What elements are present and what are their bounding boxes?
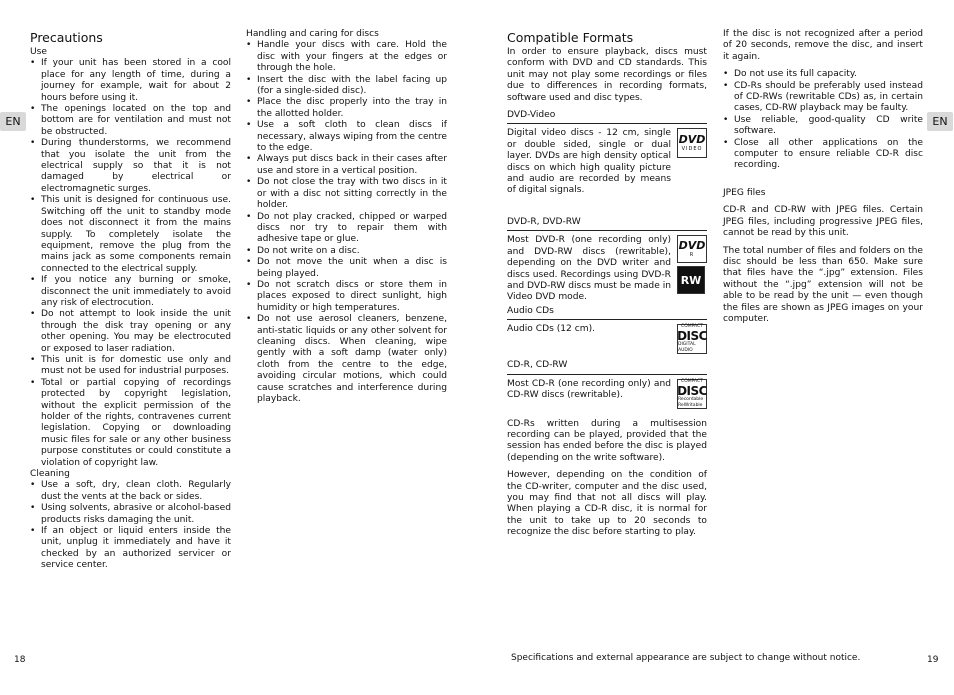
handling-heading: Handling and caring for discs (246, 29, 379, 39)
cd-r-rw-text: Most CD-R (one recording only) and CD-RW discs (rewritable). (507, 378, 671, 400)
handling-list (246, 40, 447, 405)
cd-r-rw-row (507, 379, 707, 409)
list-item: • Do not use aerosol cleaners, benzene, anti-static liquids or any other solvent for cleaning discs. When cleaning, wipe gently with a soft damp (water only) cloth from the centre to the edge, avoiding circular motions, which could cause scratches and interference during playback. (246, 314, 447, 405)
logo-text: DVD (678, 239, 706, 253)
list-item: • Do not close the tray with two discs in it or with a disc not sitting correctly in the holder. (246, 177, 447, 211)
logo-text: COMPACT (681, 378, 703, 384)
list-item: • If your unit has been stored in a cool place for any length of time, during a journey for example, wait for about 2 hours before using it. (30, 58, 231, 104)
jpeg-paragraph-1: CD-R and CD-RW with JPEG files. Certain JPEG files, including progressive JPEG files, cannot be read by this unit. (723, 205, 923, 239)
list-item: • Place the disc properly into the tray in the allotted holder. (246, 97, 447, 120)
list-item: • Do not write on a disc. (246, 246, 447, 257)
cleaning-heading: Cleaning (30, 469, 70, 480)
cleaning-list (30, 480, 231, 571)
recognition-paragraph: If the disc is not recognized after a period of 20 seconds, remove the disc, and insert it again. (723, 29, 923, 62)
list-item: • Always put discs back in their cases after use and store in a vertical position. (246, 154, 447, 177)
list-item: • Do not move the unit when a disc is being played. (246, 257, 447, 280)
footer-note: Specifications and external appearance are subject to change without notice. (511, 653, 861, 663)
list-item: • Use a soft, dry, clean cloth. Regularly dust the vents at the back or sides. (30, 480, 231, 503)
dvd-r-logo-icon (677, 235, 707, 263)
cd-writer-paragraph: However, depending on the condition of the CD-writer, computer and the disc used, you may find that not all discs will play. When playing a CD-R disc, it is normal for the unit to take up to 20 seconds to recognize the disc before starting to play. (507, 470, 707, 538)
logo-text: R (689, 252, 695, 259)
audio-cd-row (507, 324, 707, 354)
list-item: • If you notice any burning or smoke, disconnect the unit immediately to avoid any risk of electrocution. (30, 275, 231, 309)
page-number-right: 19 (927, 655, 939, 665)
list-item: • CD-Rs should be preferably used instead of CD-RWs (rewritable CDs) as, in certain cases, CD-RW playback may be faulty. (723, 81, 923, 115)
jpeg-column (723, 29, 923, 325)
dvd-video-row (507, 128, 707, 196)
cd-r-rw-heading: CD-R, CD-RW (507, 360, 707, 374)
list-item: • Do not play cracked, chipped or warped discs nor try to repair them with adhesive tape or glue. (246, 212, 447, 246)
list-item: • During thunderstorms, we recommend that you isolate the unit from the electrical supply so that it is not damaged by electrical or electromagnetic surges. (30, 138, 231, 195)
page-title-precautions: Precautions (30, 30, 103, 45)
logo-text: Recordable ReWritable (678, 396, 704, 408)
language-tab-right: EN (927, 112, 953, 131)
list-item: • Do not use its full capacity. (723, 69, 923, 80)
use-heading: Use (30, 47, 47, 57)
list-item: • Close all other applications on the computer to ensure reliable CD-R disc recording. (723, 138, 923, 172)
dvd-video-logo-icon (677, 128, 707, 158)
dvd-video-heading: DVD-Video (507, 110, 707, 124)
formats-intro: In order to ensure playback, discs must conform with DVD and CD standards. This unit may not play some recordings or files due to differences in recording formats, software used and disc types. (507, 47, 707, 103)
dvd-rw-logo-icon: RW (677, 266, 705, 294)
jpeg-paragraph-2: The total number of files and folders on the disc should be less than 650. Make sure that files have the “.jpg” extension. Files without the “.jpg” extension will not be able to be read by the unit — even though the files are shown as JPEG images on your computer. (723, 245, 923, 324)
audio-cd-heading: Audio CDs (507, 306, 707, 320)
dvd-r-rw-row (507, 235, 707, 303)
list-item: • Total or partial copying of recordings protected by copyright legislation, without the explicit permission of the holder of the rights, contravenes current legislation. Copying or downloading music files for sale or any other business purpose constitutes or could constitute a violation of copyright law. (30, 378, 231, 469)
cd-tips-list (723, 69, 923, 172)
dvd-r-rw-heading: DVD-R, DVD-RW (507, 217, 707, 231)
formats-column (507, 30, 707, 539)
compact-disc-audio-logo-icon (677, 324, 707, 354)
list-item: • Using solvents, abrasive or alcohol-based products risks damaging the unit. (30, 503, 231, 526)
dvd-video-text: Digital video discs - 12 cm, single or double sided, single or dual layer. DVDs are high density optical discs on which high quality picture and audio are recorded by means of digital signals. (507, 128, 671, 196)
handling-column (246, 29, 447, 405)
compact-disc-recordable-logo-icon (677, 379, 707, 409)
use-list (30, 58, 231, 469)
precautions-column (30, 30, 231, 572)
page-number-left: 18 (14, 655, 26, 665)
language-tab-left: EN (0, 112, 26, 131)
page-title-compatible-formats: Compatible Formats (507, 30, 634, 45)
list-item: • Use reliable, good-quality CD write software. (723, 115, 923, 138)
list-item: • If an object or liquid enters inside the unit, unplug it immediately and have it checked by an authorized servicer or service center. (30, 526, 231, 572)
logo-text: DVD (678, 133, 706, 147)
list-item: • Insert the disc with the label facing up (for a single-sided disc). (246, 75, 447, 98)
logo-text: DISC (677, 329, 707, 344)
list-item: • This unit is designed for continuous use. Switching off the unit to standby mode does not disconnect it from the mains supply. To completely isolate the equipment, remove the plug from the mains jack as some components remain connected to the electrical supply. (30, 195, 231, 275)
list-item: • This unit is for domestic use only and must not be used for industrial purposes. (30, 355, 231, 378)
dvd-r-rw-text: Most DVD-R (one recording only) and DVD-RW discs (rewritable), depending on the DVD writer and discs used. Recordings using DVD-R and DVD-RW discs must be made in Video DVD mode. (507, 235, 671, 303)
logo-text: VIDEO (681, 146, 703, 153)
list-item: • Do not scratch discs or store them in places exposed to direct sunlight, high humidity or high temperatures. (246, 280, 447, 314)
list-item: • Handle your discs with care. Hold the disc with your fingers at the edges or through the hole. (246, 40, 447, 74)
logo-text: COMPACT (681, 324, 703, 330)
audio-cd-text: Audio CDs (12 cm). (507, 324, 596, 335)
multisession-paragraph: CD-Rs written during a multisession recording can be played, provided that the session has ended before the disc is played (depending on the write software). (507, 418, 707, 463)
logo-text: DIGITAL AUDIO (678, 342, 696, 354)
logo-text: DISC (677, 383, 707, 398)
jpeg-heading: JPEG files (723, 187, 766, 198)
list-item: • The openings located on the top and bottom are for ventilation and must not be obstructed. (30, 104, 231, 138)
list-item: • Do not attempt to look inside the unit through the disk tray opening or any other opening. You may be electrocuted or exposed to laser radiation. (30, 309, 231, 355)
list-item: • Use a soft cloth to clean discs if necessary, always wiping from the centre to the edge. (246, 120, 447, 154)
